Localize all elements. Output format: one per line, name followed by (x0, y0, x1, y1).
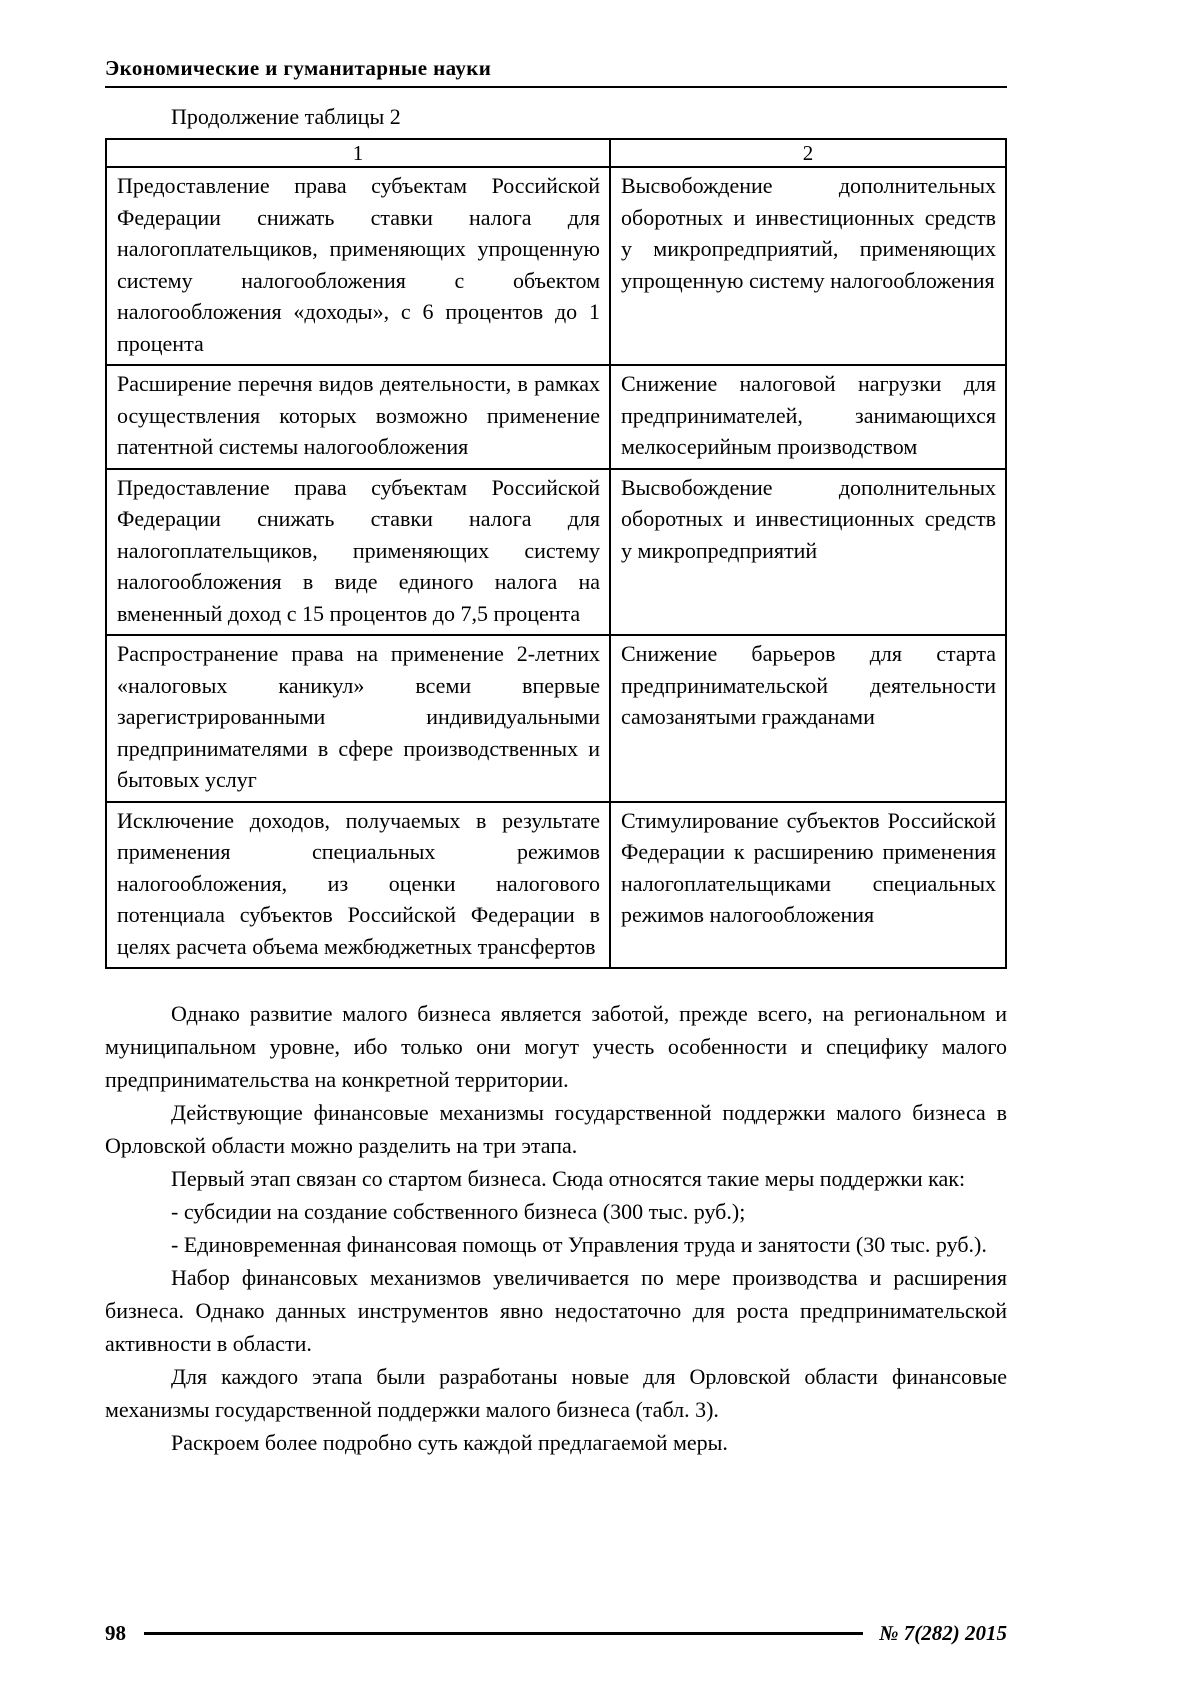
table-caption: Продолжение таблицы 2 (171, 104, 401, 129)
table-cell-measure: Распространение права на применение 2-летних «налоговых каникул» всеми впервые зарегистрированными индивидуальными предпринимателями в сфере производственных и бытовых услуг (106, 635, 610, 802)
body-paragraph: - субсидии на создание собственного бизнеса (300 тыс. руб.); (171, 1199, 746, 1224)
table-cell-measure: Расширение перечня видов деятельности, в рамках осуществления которых возможно применение патентной системы налогообложения (106, 365, 610, 469)
journal-title: Экономические и гуманитарные науки (105, 56, 492, 80)
table-row (106, 802, 1006, 969)
table-col-header-1: 1 (106, 139, 610, 167)
footer-rule (144, 1632, 863, 1635)
table-row (106, 167, 1006, 365)
table-cell-effect: Снижение барьеров для старта предпринимательской деятельности самозанятыми гражданами (610, 635, 1006, 802)
issue-label: № 7(282) 2015 (879, 1621, 1007, 1645)
table-header-row (106, 139, 1006, 167)
table-cell-measure: Предоставление права субъектам Российской Федерации снижать ставки налога для налогоплательщиков, применяющих систему налогообложения в виде единого налога на вмененный доход с 15 процентов до 7,5 процента (106, 469, 610, 636)
body-paragraph: Раскроем более подробно суть каждой предлагаемой меры. (171, 1430, 728, 1455)
table-cell-effect: Высвобождение дополнительных оборотных и инвестиционных средств у микропредприятий, применяющих упрощенную систему налогообложения (610, 167, 1006, 365)
body-paragraph: - Единовременная финансовая помощь от Управления труда и занятости (30 тыс. руб.). (171, 1232, 987, 1257)
article-body (105, 997, 1007, 1459)
table-row (106, 365, 1006, 469)
table-cell-measure: Предоставление права субъектам Российской Федерации снижать ставки налога для налогоплательщиков, применяющих упрощенную систему налогообложения с объектом налогообложения «доходы», с 6 процентов до 1 процента (106, 167, 610, 365)
table-cell-effect: Высвобождение дополнительных оборотных и инвестиционных средств у микропредприятий (610, 469, 1006, 636)
body-paragraph: Первый этап связан со стартом бизнеса. Сюда относятся такие меры поддержки как: (171, 1166, 966, 1191)
table-cell-measure: Исключение доходов, получаемых в результате применения специальных режимов налогообложения, из оценки налогового потенциала субъектов Российской Федерации в целях расчета объема межбюджетных трансфертов (106, 802, 610, 969)
page-footer (105, 1621, 1007, 1646)
table-row (106, 469, 1006, 636)
body-paragraph: Для каждого этапа были разработаны новые для Орловской области финансовые механизмы государственной поддержки малого бизнеса (табл. 3). (105, 1364, 1007, 1422)
body-paragraph: Набор финансовых механизмов увеличивается по мере производства и расширения бизнеса. Однако данных инструментов явно недостаточно для роста предпринимательской активности в области. (105, 1265, 1007, 1356)
body-paragraph: Однако развитие малого бизнеса является заботой, прежде всего, на региональном и муниципальном уровне, ибо только они могут учесть особенности и специфику малого предпринимательства на конкретной территории. (105, 1001, 1007, 1092)
table-row (106, 635, 1006, 802)
tax-measures-table (105, 138, 1007, 969)
body-paragraph: Действующие финансовые механизмы государственной поддержки малого бизнеса в Орловской области можно разделить на три этапа. (105, 1100, 1007, 1158)
page-number: 98 (105, 1621, 126, 1645)
journal-header (105, 56, 1007, 88)
table-col-header-2: 2 (610, 139, 1006, 167)
table-cell-effect: Снижение налоговой нагрузки для предпринимателей, занимающихся мелкосерийным производством (610, 365, 1006, 469)
table-cell-effect: Стимулирование субъектов Российской Федерации к расширению применения налогоплательщиками специальных режимов налогообложения (610, 802, 1006, 969)
